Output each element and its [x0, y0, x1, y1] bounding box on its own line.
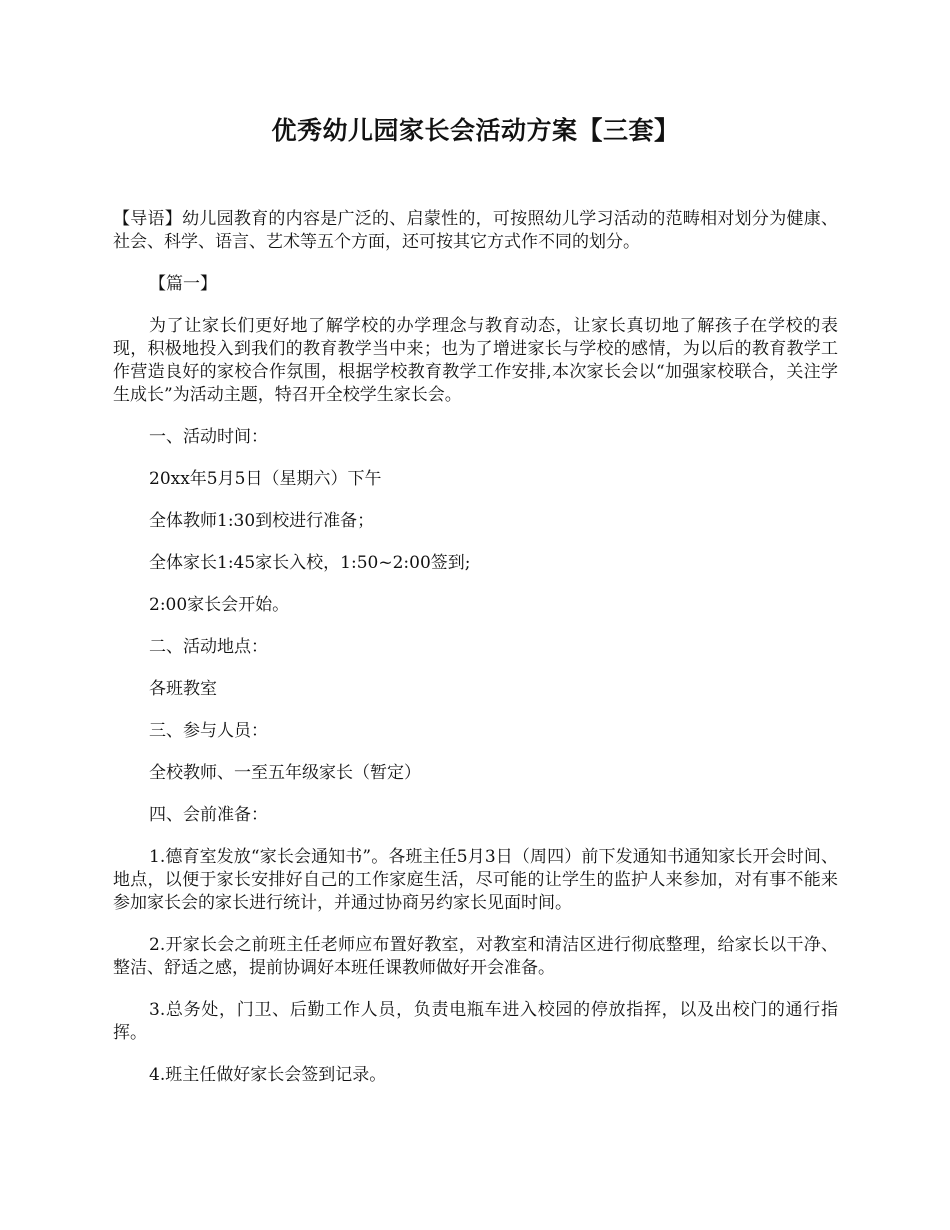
list-item: 2:00家长会开始。 — [149, 595, 290, 615]
list-item: 全体教师1:30到校进行准备； — [149, 511, 375, 531]
section-heading-part-one: 【篇一】 — [149, 274, 217, 294]
list-item: 各班教室 — [149, 679, 217, 699]
list-item: 4.班主任做好家长会签到记录。 — [149, 1065, 387, 1085]
list-item: 2.开家长会之前班主任老师应布置好教室，对教室和清洁区进行彻底整理，给家长以干净、整洁、舒适之感，提前协调好本班任课教师做好开会准备。 — [113, 935, 838, 978]
subheading-preparation: 四、会前准备： — [149, 805, 268, 825]
list-item: 20xx年5月5日（星期六）下午 — [149, 469, 382, 489]
body-paragraph: 为了让家长们更好地了解学校的办学理念与教育动态，让家长真切地了解孩子在学校的表现，积极地投入到我们的教育教学当中来；也为了增进家长与学校的感情，为以后的教育教学工作营造良好的家校合作氛围，根据学校教育教学工作安排,本次家长会以“加强家校联合，关注学生成长”为活动主题，特召开全校学生家长会。 — [113, 316, 838, 405]
list-item: 1.德育室发放“家长会通知书”。各班主任5月3日（周四）前下发通知书通知家长开会时间、地点，以便于家长安排好自己的工作家庭生活，尽可能的让学生的监护人来参加，对有事不能来参加家长会的家长进行统计，并通过协商另约家长见面时间。 — [113, 847, 838, 913]
list-item: 全体家长1:45家长入校，1:50~2:00签到; — [149, 553, 471, 573]
subheading-activity-location: 二、活动地点： — [149, 637, 268, 657]
list-item: 3.总务处，门卫、后勤工作人员，负责电瓶车进入校园的停放指挥，以及出校门的通行指挥。 — [113, 1000, 838, 1043]
intro-paragraph: 【导语】幼儿园教育的内容是广泛的、启蒙性的，可按照幼儿学习活动的范畴相对划分为健康、社会、科学、语言、艺术等五个方面，还可按其它方式作不同的划分。 — [113, 209, 838, 252]
document-body — [113, 208, 838, 1087]
list-item: 全校教师、一至五年级家长（暂定） — [149, 763, 421, 783]
subheading-participants: 三、参与人员： — [149, 721, 268, 741]
document-title: 优秀幼儿园家长会活动方案【三套】 — [271, 116, 680, 145]
subheading-activity-time: 一、活动时间： — [149, 427, 268, 447]
